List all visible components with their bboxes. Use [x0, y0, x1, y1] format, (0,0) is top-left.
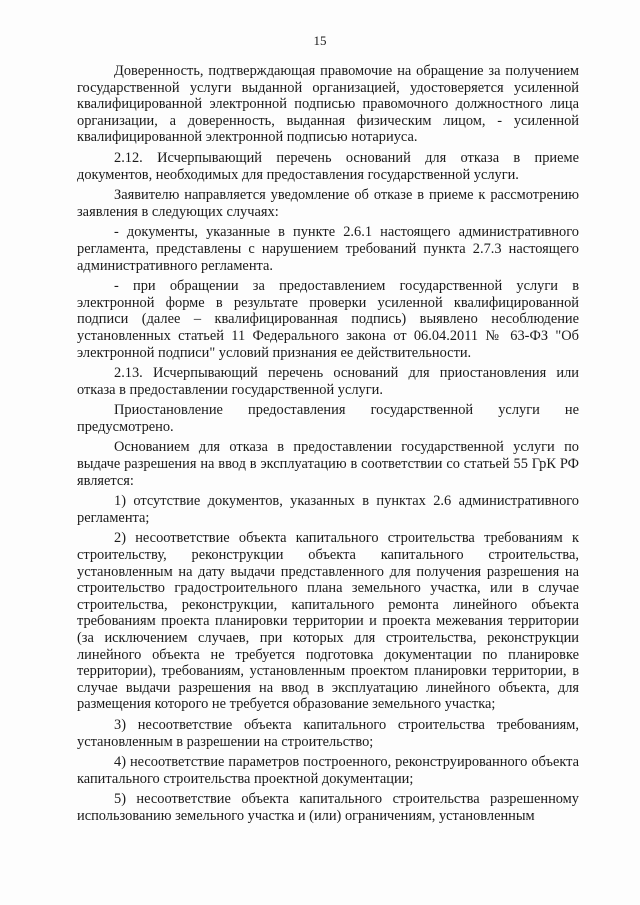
- paragraph-refusal-case-signature: - при обращении за предоставлением государственной услуги в электронной форме в результате проверки усиленной квалифицированной подписи (далее – квалифицированная подпись) выявлено несоблюдение установленных статьей 11 Федерального закона от 06.04.2011 № 63-ФЗ "Об электронной подписи" условий признания ее действительности.: [77, 278, 579, 361]
- list-item-1: 1) отсутствие документов, указанных в пунктах 2.6 административного регламента;: [77, 493, 579, 526]
- list-item-5: 5) несоответствие объекта капитального строительства разрешенному использованию земельного участка и (или) ограничениям, установленным: [77, 791, 579, 824]
- document-body: [77, 63, 579, 825]
- page-number: 15: [313, 33, 327, 48]
- paragraph-power-of-attorney: Доверенность, подтверждающая правомочие на обращение за получением государственной услуги выданной организацией, удостоверяется усиленной квалифицированной электронной подписью правомочного должностного лица организации, а доверенность, выданная физическим лицом, - усиленной квалифицированной электронной подписью нотариуса.: [77, 63, 579, 146]
- list-item-3: 3) несоответствие объекта капитального строительства требованиям, установленным в разрешении на строительство;: [77, 716, 579, 750]
- paragraph-suspension: Приостановление предоставления государственной услуги не предусмотрено.: [77, 402, 579, 435]
- list-item-4: 4) несоответствие параметров построенного, реконструированного объекта капитального строительства проектной документации;: [77, 754, 579, 787]
- paragraph-2-12-heading: 2.12. Исчерпывающий перечень оснований для отказа в приеме документов, необходимых для предоставления государственной услуги.: [77, 149, 579, 183]
- paragraph-refusal-grounds: Основанием для отказа в предоставлении государственной услуги по выдаче разрешения на ввод в эксплуатацию в соответствии со статьей 55 ГрК РФ является:: [77, 439, 579, 489]
- paragraph-2-13-heading: 2.13. Исчерпывающий перечень оснований для приостановления или отказа в предоставлении государственной услуги.: [77, 365, 579, 398]
- list-item-2: 2) несоответствие объекта капитального строительства требованиям к строительству, реконструкции объекта капитального строительства, установленным на дату выдачи представленного для получения разрешения на строительство градостроительного плана земельного участка, или в случае строительства, реконструкции, капитального ремонта линейного объекта требованиям проекта планировки территории и проекта межевания территории (за исключением случаев, при которых для строительства, реконструкции линейного объекта не требуется подготовка документации по планировке территории), требованиям, установленным проектом планировки территории, в случае выдачи разрешения на ввод в эксплуатацию линейного объекта, для размещения которого не требуется образование земельного участка;: [77, 530, 579, 713]
- paragraph-refusal-case-documents: - документы, указанные в пункте 2.6.1 настоящего административного регламента, представлены с нарушением требований пункта 2.7.3 настоящего административного регламента.: [77, 224, 579, 274]
- paragraph-refusal-notice: Заявителю направляется уведомление об отказе в приеме к рассмотрению заявления в следующих случаях:: [77, 187, 579, 220]
